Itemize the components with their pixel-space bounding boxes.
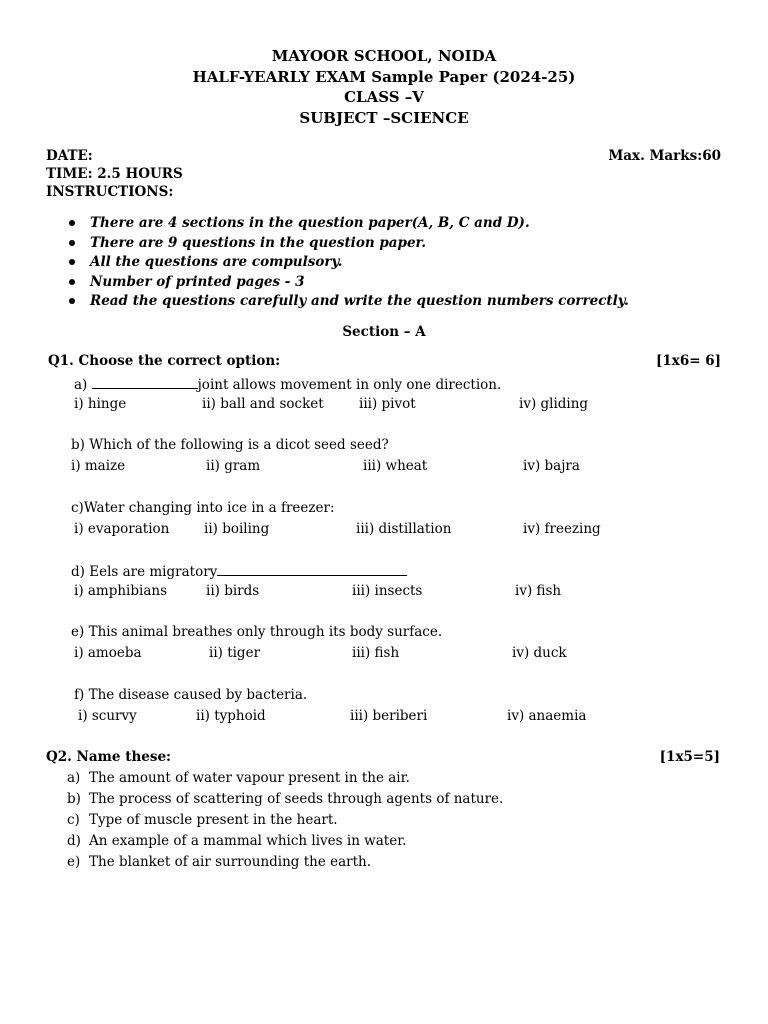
q2-item-text: The process of scattering of seeds through agents of nature. [89,791,504,807]
exam-title: HALF-YEARLY EXAM Sample Paper (2024-25) [192,68,576,86]
option: ii) boiling [204,521,270,537]
instruction-item: There are 4 sections in the question paper(A, B, C and D). [90,215,530,231]
question-text: Which of the following is a dicot seed seed? [89,437,389,453]
option: ii) tiger [209,645,261,661]
bullet-icon [69,298,75,304]
option: iv) bajra [523,458,580,474]
question-text: joint allows movement in only one direction. [197,377,502,393]
option: i) evaporation [74,521,170,537]
q2-item-label: a) [67,770,81,786]
q2-item-text: Type of muscle present in the heart. [89,812,338,828]
question-text: Eels are migratory [89,564,218,580]
bullet-icon [69,259,75,265]
question-label: f) [74,687,85,703]
question-item [71,500,335,517]
time-label: TIME: 2.5 HOURS [46,166,183,182]
q2-item-text: The blanket of air surrounding the earth. [89,854,372,870]
option: iii) pivot [359,396,416,412]
q1-marks: [1x6= 6] [655,353,721,369]
option: iv) gliding [519,396,589,412]
instruction-item: All the questions are compulsory. [90,254,343,270]
q2-title: Q2. Name these: [46,749,172,765]
option: iii) wheat [363,458,428,474]
answer-blank [217,562,407,576]
q2-item-text: The amount of water vapour present in the air. [89,770,410,786]
max-marks: Max. Marks:60 [608,148,721,164]
question-text: Water changing into ice in a freezer: [83,500,335,516]
q2-item-label: e) [67,854,81,870]
option: iv) anaemia [507,708,587,724]
question-item [71,437,389,454]
subject-label: SUBJECT –SCIENCE [299,109,469,127]
option: i) maize [71,458,126,474]
option: iii) beriberi [350,708,428,724]
question-item [71,624,442,641]
question-item [74,375,501,394]
question-text: This animal breathes only through its body surface. [88,624,443,640]
option: i) amphibians [74,583,168,599]
instruction-item: There are 9 questions in the question paper. [90,235,427,251]
option: iv) duck [512,645,567,661]
option: iv) fish [515,583,562,599]
question-label: e) [71,624,85,640]
instruction-item: Read the questions carefully and write the question numbers correctly. [90,293,629,309]
bullet-icon [69,220,75,226]
option: iii) distillation [356,521,452,537]
q2-item-label: b) [67,791,81,807]
q2-item-text: An example of a mammal which lives in water. [89,833,407,849]
class-label: CLASS –V [344,88,424,106]
option: iii) fish [352,645,400,661]
question-text: The disease caused by bacteria. [88,687,308,703]
option: i) scurvy [78,708,137,724]
date-label: DATE: [46,148,93,164]
option: ii) typhoid [196,708,266,724]
option: i) amoeba [74,645,142,661]
question-label: b) [71,437,85,453]
bullet-icon [69,279,75,285]
instructions-heading: INSTRUCTIONS: [46,184,174,200]
question-label: d) [71,564,85,580]
option: ii) gram [206,458,261,474]
school-name: MAYOOR SCHOOL, NOIDA [271,47,497,65]
q2-item-label: c) [67,812,80,828]
q2-marks: [1x5=5] [659,749,720,765]
question-item [74,687,307,704]
q2-item-label: d) [67,833,81,849]
question-item [71,562,407,581]
answer-blank [92,375,198,389]
q1-title: Q1. Choose the correct option: [48,353,281,369]
option: ii) birds [206,583,260,599]
bullet-icon [69,240,75,246]
option: iv) freezing [523,521,601,537]
option: ii) ball and socket [202,396,324,412]
option: i) hinge [74,396,127,412]
option: iii) insects [352,583,423,599]
question-label: c) [71,500,84,516]
question-label: a) [74,377,88,393]
section-title: Section – A [342,324,426,340]
instruction-item: Number of printed pages - 3 [90,274,305,290]
